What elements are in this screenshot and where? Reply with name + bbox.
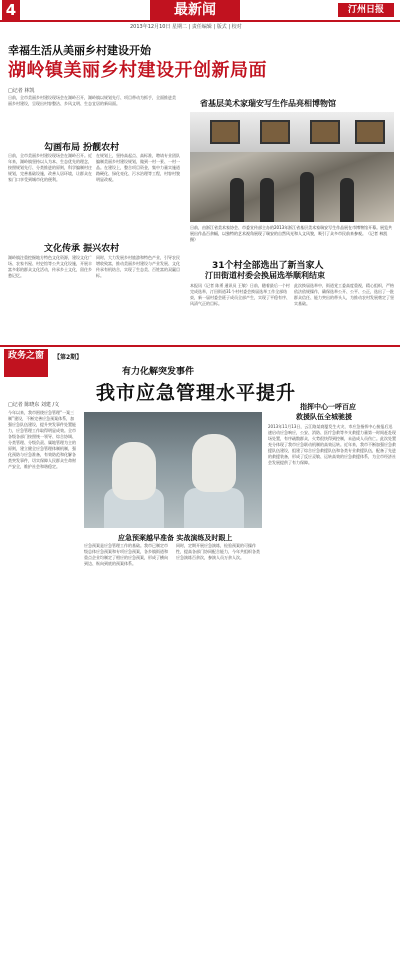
story1-col-1b: 在规划上，坚持高起点、高标准，聘请专业团队编制美丽乡村建设规划，做到一村一景、一村一品。在建设上，整合项目资金，集中力量实施道路硬化、绿化亮化、污水治理等工程，村容村貌明显改观。 [96,153,180,182]
story3-headline: 我市应急管理水平提升 [96,382,297,404]
masthead-bar [0,0,400,22]
exhibition-photo [190,112,394,222]
story1-kicker: 幸福生活从美丽乡村建设开始 [8,44,151,57]
story2-col-a: 本报讯（记者 陈勇 通讯员 王敏）日前，随着最后一个村完成选举，汀田街道31个村村委会换届选举工作全部结束，新一届村委会班子成员全部产生，实现了平稳有序、风清气正的目标。 [190,283,290,306]
page-number: 4 [2,0,20,20]
story3-subhead: 应急预案越早准备 实战演练及时跟上 [118,534,233,542]
section-title: 最新闻 [150,0,240,20]
story3-col-mid-b: 同时，定期开展应急演练，检验预案的可操作性，提高各部门协同配合能力，今年共组织各类应急演练百余次，参演人员万余人次。 [176,543,260,560]
story2-headline: 31个村全部选出了新当家人 [212,261,324,271]
story1-subhead-culture: 文化传承 振兴农村 [44,244,120,254]
story3-col-left: 今年以来，我市围绕应急管理“一案三制”建设，不断完善应急预案体系，加强应急队伍建设，提升突发事件处置能力，应急管理工作取得明显成效。全市各级各部门按照统一领导、综合协调、分类管理、分级负责、属地管理为主的原则，建立健全应急管理体制机制，强化预防与应急准备，有效防范和化解各类突发事件，切实保障人民群众生命财产安全，维护社会和谐稳定。 [8,410,76,469]
story1-col-2a: 湖岭镇注重挖掘地方特色文化资源，建设文化广场、农家书屋、村史馆等公共文化设施，开展丰富多彩的群众文化活动，传承乡土文化，留住乡愁记忆。 [8,255,92,278]
story3-side-headline: 指挥中心一呼百应 [300,403,356,411]
story1-subhead-layout: 勾画布局 扮靓农村 [44,143,120,153]
story3-col-right: 2013年11月13日，云江路某商厦发生火灾，市应急指挥中心接报后迅速启动应急响应，公安、消防、医疗急救等多支救援力量第一时间赶赴现场处置，有序疏散群众，火势很快得到控制，未造成人员伤亡。此次处置充分体现了我市应急联动机制的高效运转。近年来，我市不断加强应急救援队伍建设，组建了综合应急救援队伍和各类专业救援队伍，配备了先进的救援装备，形成了反应灵敏、运转高效的应急救援体系，为全市经济社会发展提供了有力保障。 [268,424,396,465]
issue-number: 【第2期】 [54,354,83,361]
story2-subheadline: 汀田街道村委会换届选举顺利结束 [205,271,325,280]
newspaper-logo: 汀州日报 [338,3,394,17]
story2-col-b: 此次换届选举中，街道党工委高度重视，精心组织，严格依法依规操作，确保选举公开、公平、公正，选出了一批群众信任、能力突出的带头人，为推动农村发展奠定了坚实基础。 [294,283,394,306]
story3-kicker: 有力化解突发事件 [122,367,195,377]
story1-col-2b: 同时，大力发展乡村旅游和特色产业，引导农民增收致富，推动美丽乡村建设与产业发展、文化传承有机结合，实现了生态美、百姓富的双赢目标。 [96,255,180,278]
art-exhibit-headline: 省基层美术家瑞安写生作品亮相博物馆 [200,99,336,108]
drill-photo-caption: 我市举行防化演习（资料图） [258,934,266,975]
story3-byline: □记者 陈晓东 刘建 /文 [8,402,60,408]
dateline: 2013年12月10日 星期二 | 责任编辑 | 版式 | 校对 [130,24,242,30]
story1-headline: 湖岭镇美丽乡村建设开创新局面 [8,60,267,81]
story3-side-subheadline: 救援队伍全城驰援 [296,413,352,421]
story3-col-mid-a: 应急预案是应急管理工作的基础。我市已制定市级总体应急预案和专项应急预案，各乡镇街道和重点企业均制定了相应的应急预案，形成了横向到边、纵向到底的预案体系。 [84,543,168,566]
story1-byline: □记者 林凯 [8,88,35,94]
exhibition-photo-caption: 日前，由浙江省美术家协会、市委宣传部主办的2013年浙江省基层美术家瑞安写生作品展在市博物馆开幕。展览共展出作品百余幅，以独特的艺术视角展现了瑞安的自然风光和人文风貌，吸引了众多市民前来参观。（记者 林凯 摄） [190,225,393,242]
gov-window-label: 政务之窗 [4,349,48,377]
story1-col-1a: 日前，全市美丽乡村建设现场会在湖岭召开。近年来，湖岭镇坚持以人为本、生态优先的理念，按照规划先行、分类推进的原则，科学编制村庄规划，完善基础设施，改善人居环境，让群众在家门口享受到城市化的便利。 [8,153,92,182]
story1-lead: 日前，全市美丽乡村建设现场会在湖岭召开，湖岭镇以规划先行、项目带动为抓手，全面推进美丽乡村建设，呈现出村容整洁、乡风文明、生态宜居的新局面。 [8,95,176,106]
section-divider [0,345,400,347]
